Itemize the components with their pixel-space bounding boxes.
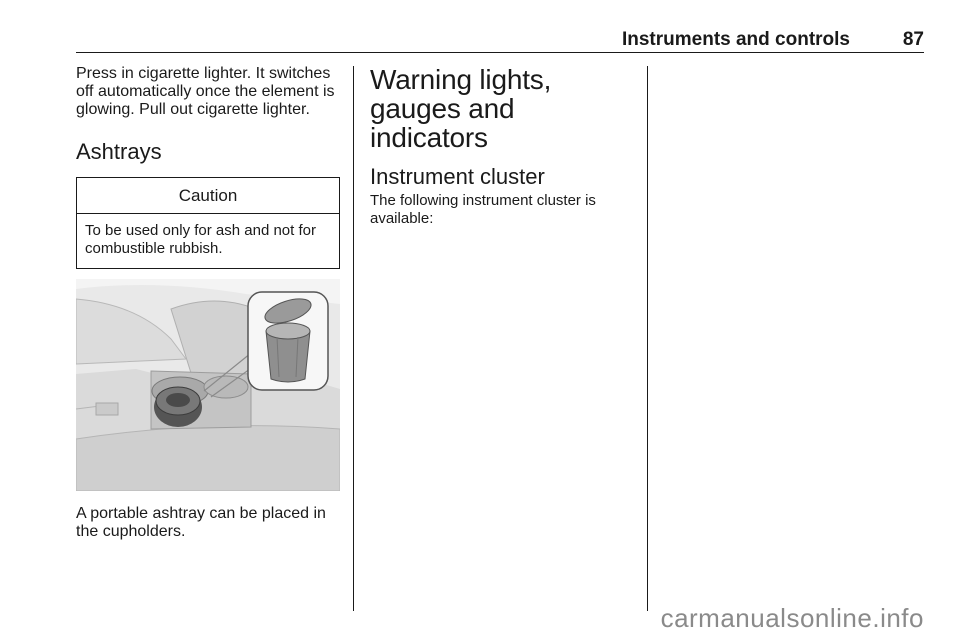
left-column	[76, 65, 340, 541]
main-heading: Warning lights, gauges and indicators	[370, 64, 552, 153]
page-number: 87	[902, 29, 924, 50]
column-divider-left	[353, 66, 354, 611]
figure-caption: A portable ashtray can be placed in the cupholders.	[76, 505, 326, 540]
caution-text: To be used only for ash and not for combustible rubbish.	[85, 222, 316, 257]
intro-paragraph: Press in cigarette lighter. It switches off automatically once the element is glowing. Pull out cigarette lighter.	[76, 65, 335, 118]
caution-box	[76, 177, 340, 269]
ashtray-figure	[76, 279, 340, 491]
watermark: carmanualsonline.info	[660, 603, 924, 633]
instrument-cluster-text: The following instrument cluster is available:	[370, 192, 596, 227]
column-divider-right	[647, 66, 648, 611]
sub-heading: Instrument cluster	[370, 164, 545, 189]
header-rule	[76, 52, 924, 53]
header-title: Instruments and controls	[621, 29, 850, 50]
ashtrays-heading: Ashtrays	[76, 139, 162, 164]
ashtray-illustration	[76, 279, 340, 491]
caution-title: Caution	[77, 178, 339, 214]
right-column	[370, 65, 638, 228]
